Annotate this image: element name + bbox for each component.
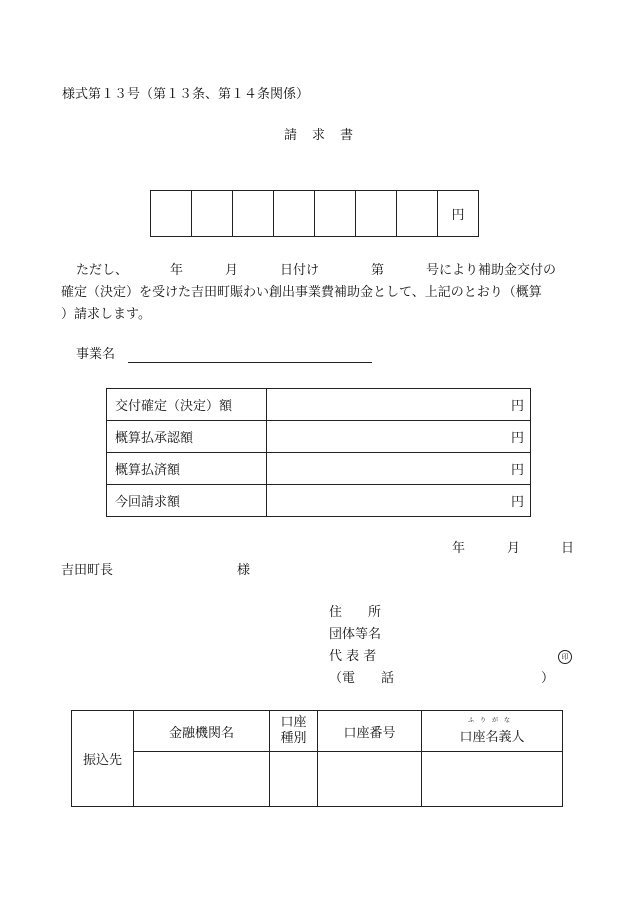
account-holder-label: 口座名義人 xyxy=(459,729,525,745)
page-title: 請 求 書 xyxy=(284,128,355,143)
body-gou: 号により補助金交付の xyxy=(426,263,557,278)
bank-name-field[interactable] xyxy=(134,752,270,807)
applicant-phone-close: ） xyxy=(541,671,555,686)
table-row xyxy=(107,389,531,421)
body-lead: ただし、 xyxy=(76,263,129,278)
amount-digit-box[interactable] xyxy=(151,191,192,237)
grant-row-label: 今回請求額 xyxy=(107,485,267,517)
date-year: 年 xyxy=(452,541,466,556)
account-type-line-2: 種別 xyxy=(280,731,307,746)
body-year: 年 xyxy=(170,263,184,278)
account-number-field[interactable] xyxy=(318,752,422,807)
table-row xyxy=(107,453,531,485)
table-row xyxy=(72,711,563,752)
table-row xyxy=(72,752,563,807)
addressee-honorific: 様 xyxy=(237,563,251,578)
bank-name-header: 金融機関名 xyxy=(134,711,270,752)
seal-mark: 印 xyxy=(558,650,572,664)
amount-digit-box[interactable] xyxy=(315,191,356,237)
account-holder-header xyxy=(422,711,563,752)
body-line-3: ）請求します。 xyxy=(61,307,151,322)
amount-digit-box[interactable] xyxy=(397,191,438,237)
grant-row-label: 概算払済額 xyxy=(107,453,267,485)
project-name-field[interactable] xyxy=(128,362,372,363)
grant-row-value[interactable]: 円 xyxy=(267,389,531,421)
transfer-label: 振込先 xyxy=(72,711,134,807)
applicant-phone-label: （電 話 xyxy=(329,671,395,686)
body-dai: 第 xyxy=(371,263,385,278)
table-row xyxy=(107,485,531,517)
grant-row-label: 交付確定（決定）額 xyxy=(107,389,267,421)
amount-digit-box[interactable] xyxy=(233,191,274,237)
account-holder-field[interactable] xyxy=(422,752,563,807)
account-type-field[interactable] xyxy=(270,752,318,807)
amount-digit-box[interactable] xyxy=(274,191,315,237)
grant-row-label: 概算払承認額 xyxy=(107,421,267,453)
amount-digit-box[interactable] xyxy=(192,191,233,237)
amount-boxes xyxy=(150,190,479,237)
account-type-header xyxy=(270,711,318,752)
account-type-line-1: 口座 xyxy=(280,715,307,730)
grant-row-value[interactable]: 円 xyxy=(267,421,531,453)
amount-unit: 円 xyxy=(438,191,479,237)
date-day: 日 xyxy=(561,541,575,556)
transfer-table xyxy=(71,710,563,807)
body-line-2: 確定（決定）を受けた吉田町賑わい創出事業費補助金として、上記のとおり（概算 xyxy=(61,285,542,300)
account-holder-ruby: ふりがな xyxy=(467,716,516,724)
applicant-rep-label: 代 表 者 xyxy=(329,649,377,664)
form-number: 様式第１３号（第１３条、第１４条関係） xyxy=(62,87,310,102)
addressee-name: 吉田町長 xyxy=(61,563,114,578)
account-number-header: 口座番号 xyxy=(318,711,422,752)
applicant-address-label: 住 所 xyxy=(329,605,382,620)
body-date-suffix: 日付け xyxy=(280,263,320,278)
amount-digit-box[interactable] xyxy=(356,191,397,237)
body-month: 月 xyxy=(225,263,239,278)
grant-amount-table xyxy=(106,388,531,517)
table-row xyxy=(107,421,531,453)
grant-row-value[interactable]: 円 xyxy=(267,485,531,517)
applicant-org-label: 団体等名 xyxy=(329,627,382,642)
project-name-label: 事業名 xyxy=(76,347,116,362)
grant-row-value[interactable]: 円 xyxy=(267,453,531,485)
date-month: 月 xyxy=(507,541,521,556)
